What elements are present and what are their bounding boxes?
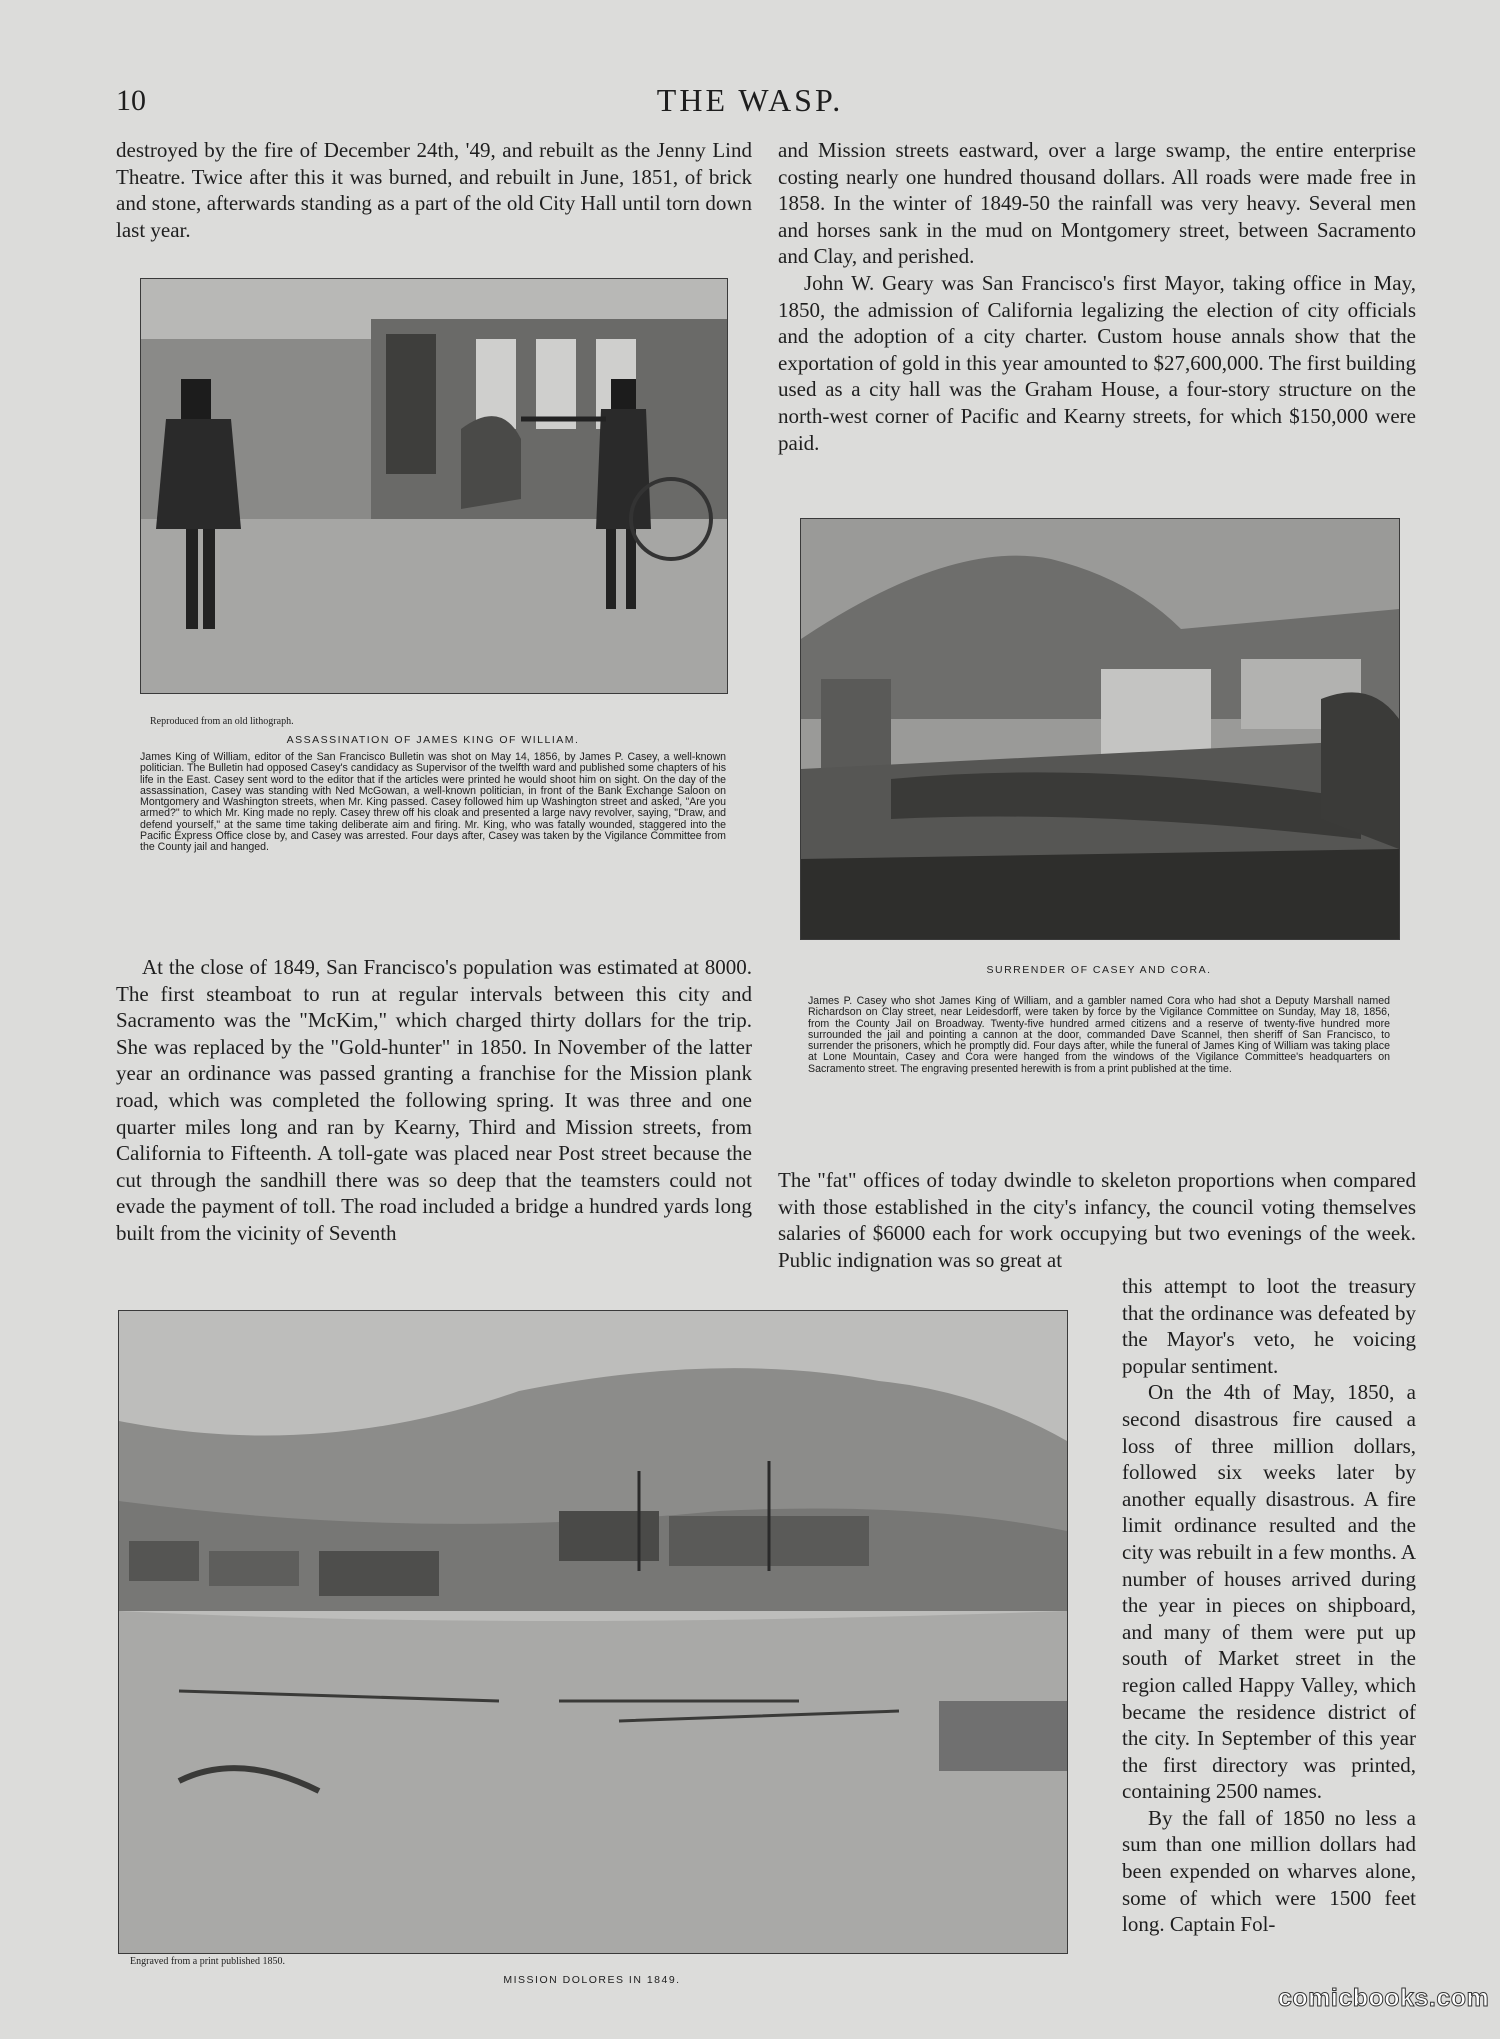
right-column-mid — [778, 1167, 1416, 1273]
left-column-top — [116, 137, 752, 243]
figure1-caption: James King of William, editor of the San Francisco Bulletin was shot on May 14, 1856, by James P. Casey, a well-known politician. The Bulletin had opposed Casey's candidacy as Supervisor of the twelfth ward and published some chapters of his life in the East. Casey sent word to the editor that if the articles were printed he would shoot him on sight. On the day of the assassination, Casey was standing with Ned McGowan, a well-known politician, in front of the Bank Exchange Saloon on Montgomery and Washington streets, when Mr. King passed. Casey followed him up Washington street and asked, "Are you armed?" to which Mr. King made no reply. Casey threw off his cloak and presented a large navy revolver, saying, "Draw, and defend yourself," at the same time taking deliberate aim and firing. Mr. King, who was fatally wounded, staggered into the Pacific Express Office close by, and Casey was arrested. Four days after, Casey was taken by the Vigilance Committee from the County jail and hanged. — [140, 751, 726, 854]
paragraph: and Mission streets eastward, over a large swamp, the entire enterprise costing nearly one hundred thousand dollars. All roads were made free in 1858. In the winter of 1849-50 the rainfall was very heavy. Several men and horses sank in the mud on Montgomery street, between Sacramento and Clay, and perished. — [778, 138, 1416, 269]
left-column-mid — [116, 954, 752, 1247]
engraving-image — [801, 519, 1399, 939]
figure2-title: SURRENDER OF CASEY AND CORA. — [986, 964, 1212, 976]
mission-dolores-illustration — [118, 1310, 1068, 1954]
right-column-top — [778, 137, 1416, 456]
mission-engraving-image — [119, 1311, 1067, 1953]
lithograph-image — [141, 279, 727, 693]
assassination-illustration — [140, 278, 728, 694]
figure1-credit: Reproduced from an old lithograph. — [150, 716, 294, 727]
paragraph: By the fall of 1850 no less a sum than one million dollars had been expended on wharves alone, some of which were 1500 feet long. Captain Fol- — [1122, 1805, 1416, 1937]
paragraph: destroyed by the fire of December 24th, '49, and rebuilt as the Jenny Lind Theatre. Twice after this it was burned, and rebuilt in June, 1851, of brick and stone, afterwards standing as a part of the old City Hall until torn down last year. — [116, 138, 752, 242]
figure2-caption: James P. Casey who shot James King of William, and a gambler named Cora who had shot a Deputy Marshall named Richardson on Clay street, near Leidesdorff, were taken by force by the Vigilance Committee on Sunday, May 18, 1856, from the County Jail on Broadway. Twenty-five hundred armed citizens and a reserve of twenty-five hundred more surrounded the jail and pointing a cannon at the door, commanded Dave Scannel, then sheriff of San Francisco, to surrender the prisoners, which he promptly did. Four days after, while the funeral of James King of William was taking place at Lone Mountain, Casey and Cora were hanged from the windows of the Vigilance Committee's headquarters on Sacramento street. The engraving presented herewith is from a print published at the time. — [808, 995, 1390, 1075]
paragraph: John W. Geary was San Francisco's first Mayor, taking office in May, 1850, the admission of California legalizing the election of city officials and the adoption of a city charter. Custom house annals show that the exportation of gold in this year amounted to $27,600,000. The first building used as a city hall was the Graham House, a four-story structure on the north-west corner of Pacific and Kearny streets, for which $150,000 were paid. — [778, 270, 1416, 455]
surrender-illustration — [800, 518, 1400, 940]
paragraph: On the 4th of May, 1850, a second disastrous fire caused a loss of three million dollars, followed six weeks later by another equally disastrous. A fire limit ordinance resulted and the city was rebuilt in a few months. A number of houses arrived during the year in pieces on shipboard, and many of them were put up south of Market street in the region called Happy Valley, which became the residence district of the city. In September of this year the first directory was printed, containing 2500 names. — [1122, 1380, 1416, 1804]
page-number: 10 — [116, 84, 146, 117]
figure3-credit: Engraved from a print published 1850. — [130, 1956, 285, 1967]
paragraph: At the close of 1849, San Francisco's population was estimated at 8000. The first steamboat to run at regular intervals between this city and Sacramento was the "McKim," which charged thirty dollars for the trip. She was replaced by the "Gold-hunter" in 1850. In November of the latter year an ordinance was passed granting a franchise for the Mission plank road, which was completed the following spring. It was three and one quarter miles long and ran by Kearny, Third and Mission streets, from California to Fifteenth. A toll-gate was placed near Post street because the cut through the sandhill there was so deep that the teamsters could not evade the payment of toll. The road included a bridge a hundred yards long built from the vicinity of Seventh — [116, 955, 752, 1245]
watermark-text: comicbooks.com — [1278, 1984, 1490, 2012]
paragraph: this attempt to loot the treasury that the ordinance was defeated by the Mayor's veto, he voicing popular sentiment. — [1122, 1274, 1416, 1378]
figure1-title: ASSASSINATION OF JAMES KING OF WILLIAM. — [286, 734, 580, 746]
page-title: THE WASP. — [656, 82, 844, 118]
narrow-column — [1122, 1273, 1416, 1938]
figure3-title: MISSION DOLORES IN 1849. — [503, 1974, 681, 1986]
paragraph: The "fat" offices of today dwindle to skeleton proportions when compared with those established in the city's infancy, the council voting themselves salaries of $6000 each for work occupying but two evenings of the week. Public indignation was so great at — [778, 1168, 1416, 1272]
